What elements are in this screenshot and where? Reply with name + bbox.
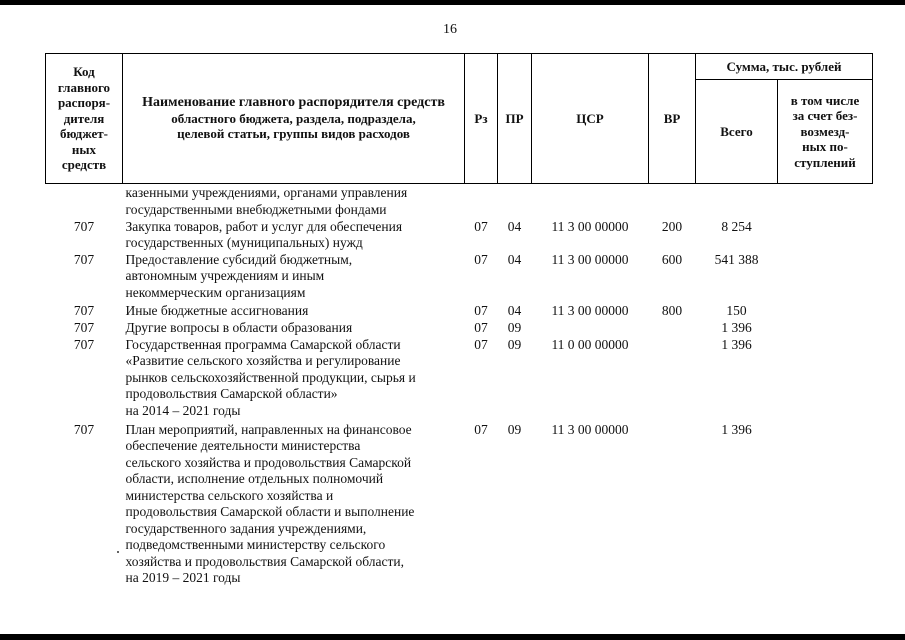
row-total: 541 388: [714, 251, 759, 267]
row-csr: 11 3 00 00000: [551, 251, 629, 267]
row-grant: [778, 320, 873, 337]
row-pr: 09: [507, 336, 522, 352]
row-pr: 09: [507, 421, 522, 437]
scan-edge-bottom: [0, 634, 905, 640]
row-csr: 11 3 00 00000: [551, 302, 629, 318]
row-name: Закупка товаров, работ и услуг для обеспечения государственных (муниципальных) нужд: [125, 218, 403, 250]
header-code: Код главного распоря- дителя бюджет- ных средств: [46, 54, 123, 184]
row-code: 707: [73, 336, 95, 352]
budget-table: [45, 53, 873, 590]
row-total: 1 396: [721, 336, 752, 352]
row-grant: [778, 422, 873, 590]
row-csr: 11 3 00 00000: [551, 218, 629, 234]
row-grant: [778, 252, 873, 303]
table-row: [46, 219, 873, 252]
header-sum-group: Сумма, тыс. рублей: [696, 54, 873, 80]
row-total: [696, 184, 778, 219]
row-pr: 04: [507, 218, 522, 234]
header-pr: ПР: [498, 54, 532, 184]
header-csr: ЦСР: [532, 54, 649, 184]
row-vr: [649, 422, 696, 590]
header-total: Всего: [696, 80, 778, 184]
row-csr: 11 0 00 00000: [551, 336, 629, 352]
row-name: Иные бюджетные ассигнования: [125, 302, 309, 318]
row-name: План мероприятий, направленных на финансовое обеспечение деятельности министерства сельского хозяйства и продовольствия Самарской области, исполнение отдельных полномочий министерства сельского хозяйства и продовольствия Самарской области и выполнение государственного задания учреждениями, подведомственными министерству сельского хозяйства и продовольствия Самарской области, на 2019 – 2021 годы: [125, 421, 415, 585]
row-total: 8 254: [721, 218, 752, 234]
row-grant: [778, 184, 873, 219]
row-total: 1 396: [721, 421, 752, 437]
table-row: [46, 337, 873, 422]
row-vr: 800: [661, 302, 683, 318]
row-name: Предоставление субсидий бюджетным, автономным учреждениям и иным некоммерческим организациям: [125, 251, 353, 300]
row-name: казенными учреждениями, органами управления государственными внебюджетными фондами: [125, 185, 408, 217]
table-row: [46, 252, 873, 303]
row-grant: [778, 337, 873, 422]
row-total: 1 396: [721, 319, 752, 335]
row-pr: 04: [507, 302, 522, 318]
row-rz: 07: [474, 319, 488, 335]
row-pr: 04: [507, 251, 522, 267]
row-total: 150: [726, 302, 747, 318]
row-rz: [465, 184, 498, 219]
row-code: [46, 184, 123, 219]
scan-edge-top: [0, 0, 905, 5]
row-rz: 07: [474, 421, 488, 437]
header-rz: Рз: [465, 54, 498, 184]
header-grant-part: в том числе за счет без- возмезд- ных по- ступлений: [778, 80, 873, 184]
row-code: 707: [73, 218, 95, 234]
row-rz: 07: [474, 218, 488, 234]
row-vr: 600: [661, 251, 683, 267]
row-rz: 07: [474, 302, 488, 318]
row-vr: [649, 337, 696, 422]
row-csr: 11 3 00 00000: [551, 421, 629, 437]
row-csr: [532, 320, 649, 337]
row-code: 707: [73, 421, 95, 437]
row-code: 707: [73, 302, 95, 318]
row-name: Государственная программа Самарской области «Развитие сельского хозяйства и регулирование рынков сельскохозяйственной продукции, сырья и продовольствия Самарской области» на 2014 – 2021 годы: [125, 336, 416, 418]
table-row: [46, 422, 873, 590]
row-rz: 07: [474, 336, 488, 352]
table-body: [46, 184, 873, 590]
row-name: Другие вопросы в области образования: [125, 319, 353, 335]
row-code: 707: [73, 251, 95, 267]
table-row: [46, 303, 873, 320]
row-pr: [498, 184, 532, 219]
page-number: 16: [443, 22, 457, 37]
row-vr: [649, 320, 696, 337]
row-code: 707: [73, 319, 95, 335]
row-grant: [778, 219, 873, 252]
table-row: [46, 184, 873, 219]
header-vr: ВР: [649, 54, 696, 184]
row-rz: 07: [474, 251, 488, 267]
row-grant: [778, 303, 873, 320]
header-name: Наименование главного распорядителя средств областного бюджета, раздела, подраздела, целевой статьи, группы видов расходов: [123, 54, 465, 184]
row-vr: [649, 184, 696, 219]
table-row: [46, 320, 873, 337]
table-header: [46, 54, 873, 184]
row-vr: 200: [661, 218, 683, 234]
row-csr: [532, 184, 649, 219]
row-pr: 09: [507, 319, 522, 335]
